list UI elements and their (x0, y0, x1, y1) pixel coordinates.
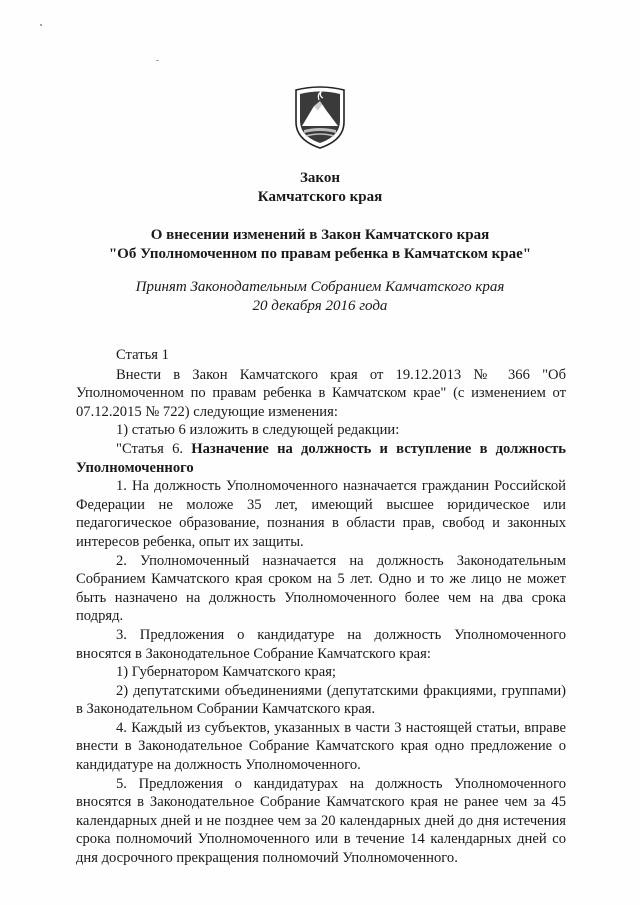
law-subject-line2: "Об Уполномоченном по правам ребенка в Камчатском крае" (108, 246, 532, 262)
kamchatka-coat-of-arms-icon (294, 86, 346, 150)
article-item: 2. Уполномоченный назначается на должность Законодательным Собранием Камчатского края сроком на 5 лет. Одно и то же лицо не может быть назначено на должность Уполномоченного более чем на два срока подряд. (76, 552, 566, 625)
law-title: Закон (299, 170, 340, 186)
quoted-article-name: Назначение на должность и вступление в должность Уполномоченного (76, 440, 566, 476)
article-subitem: 2) депутатскими объединениями (депутатскими фракциями, группами) в Законодательном Собрании Камчатского края. (76, 682, 566, 718)
adoption-date: 20 декабря 2016 года (252, 298, 388, 314)
article-subitem: 1) Губернатором Камчатского края; (116, 664, 336, 681)
adoption-info (0, 278, 640, 316)
law-subject (0, 226, 640, 264)
law-heading (0, 169, 640, 207)
article-item: 5. Предложения о кандидатурах на должность Уполномоченного вносятся в Законодательное Собрание Камчатского края не ранее чем за 45 календарных дней и не позднее чем за 20 календарных дней до дня истечения срока полномочий Уполномоченного или в течение 14 календарных дней со дня досрочного прекращения полномочий Уполномоченного. (76, 775, 566, 867)
body-paragraph: Внести в Закон Камчатского края от 19.12.2013 № 366 "Об Уполномоченном по правам ребенка в Камчатском крае" (с изменением от 07.12.2015 № 722) следующие изменения: (76, 366, 566, 420)
article-heading: Статья 1 (116, 347, 169, 363)
scan-speck (156, 60, 159, 61)
law-subject-line1: О внесении изменений в Закон Камчатского края (150, 227, 490, 243)
adopted-by: Принят Законодательным Собранием Камчатского края (135, 279, 505, 295)
article-item: 4. Каждый из субъектов, указанных в части 3 настоящей статьи, вправе внести в Законодательное Собрание Камчатского края одно предложение о кандидатуре на должность Уполномоченного. (76, 719, 566, 774)
law-region: Камчатского края (257, 189, 383, 205)
body-paragraph: 1) статью 6 изложить в следующей редакции: (116, 422, 400, 439)
article-item: 3. Предложения о кандидатуре на должность Уполномоченного вносятся в Законодательное Собрание Камчатского края: (76, 626, 566, 662)
quoted-article-title (76, 440, 566, 477)
article-item: 1. На должность Уполномоченного назначается гражданин Российской Федерации не моложе 35 лет, имеющий высшее юридическое или педагогическое образование, познания в области прав, свобод и законных интересов ребенка, опыт их защиты. (76, 478, 566, 550)
quoted-article-prefix: "Статья 6. (116, 440, 192, 457)
scan-speck (40, 24, 42, 26)
law-body (76, 346, 566, 868)
